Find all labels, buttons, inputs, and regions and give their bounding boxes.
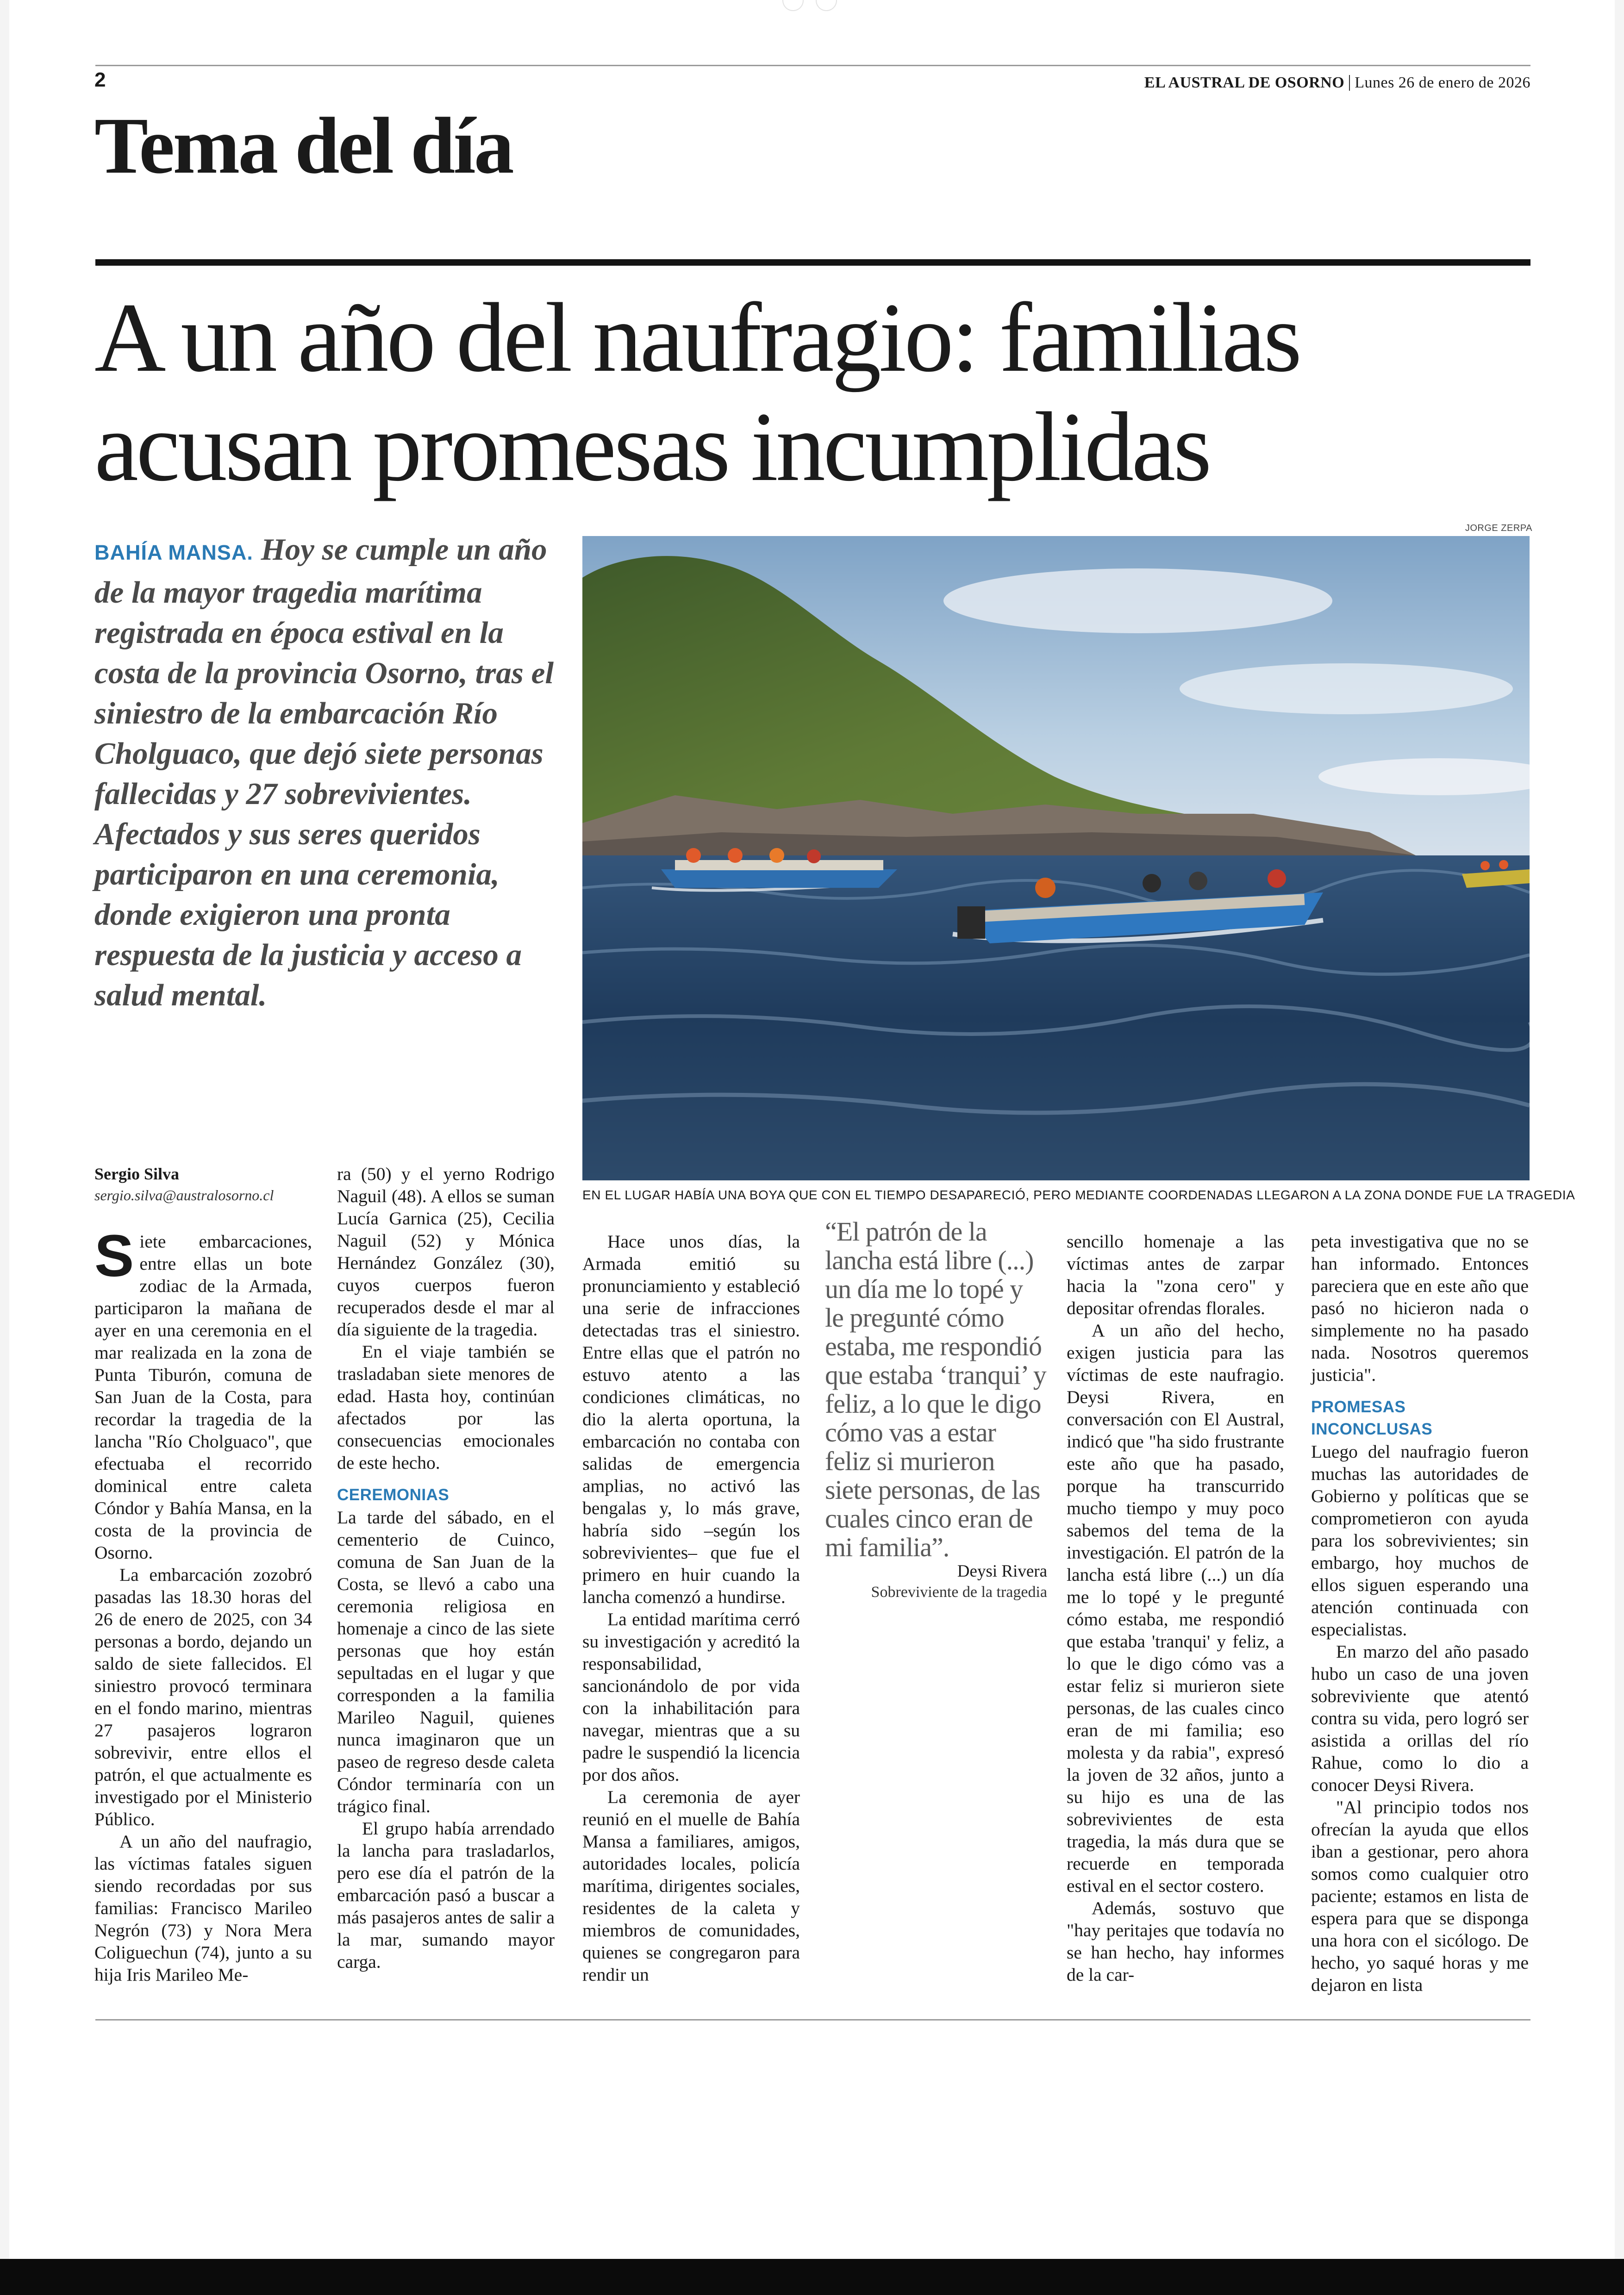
article-column-1	[94, 1163, 312, 1986]
article-paragraph: En marzo del año pasado hubo un caso de una joven sobreviviente que atentó contra su vida, pero logró ser asistida a orillas del río Rahue, como lo dio a conocer Deysi Rivera.	[1311, 1641, 1529, 1795]
author-name: Sergio Silva	[94, 1165, 180, 1183]
quote-author: Deysi Rivera	[957, 1562, 1047, 1581]
article-paragraph: La tarde del sábado, en el cementerio de Cuinco, comuna de San Juan de la Costa, se llevó a cabo una ceremonia religiosa en homenaje a cinco de las siete personas que hoy están sepultadas en el lugar y que corresponden a la familia Marileo Naguil, quienes nunca imaginaron que un paseo de regreso desde caleta Cóndor terminaría con un trágico final.	[337, 1507, 555, 1816]
article-photo	[582, 536, 1530, 1180]
pull-quote: “El patrón de la lancha está libre (...) un día me lo topé y le pregunté cómo estaba, me respondió que estaba ‘tranqui’ y feliz, a lo que le digo cómo vas a estar feliz si murieron siete personas, de las cuales cinco eran de mi familia”.	[825, 1216, 1046, 1562]
left-page-edge	[0, 0, 9, 2259]
lead-text: Hoy se cumple un año de la mayor tragedia marítima registrada en época estival en la costa de la provincia Osorno, tras el siniestro de la embarcación Río Cholguaco, que dejó siete personas fallecidas y 27 sobrevivientes. Afectados y sus seres queridos participaron en una ceremonia, donde exigieron una pronta respuesta de la justicia y acceso a salud mental.	[94, 532, 554, 1012]
paragraph-text: iete embarcaciones, entre ellas un bote zodiac de la Armada, participaron la mañana de ayer en una ceremonia en el mar realizada en la zona de Punta Tiburón, comuna de San Juan de la Costa, para recordar la tragedia de la lancha "Río Cholguaco", que efectuaba el recorrido dominical entre caleta Cóndor y Bahía Mansa, en la costa de la provincia de Osorno.	[94, 1231, 312, 1563]
subhead-ceremonias: CEREMONIAS	[337, 1486, 450, 1504]
newspaper-name: EL AUSTRAL DE OSORNO	[1144, 74, 1345, 91]
article-paragraph	[94, 1223, 312, 1564]
lead-dateline: BAHÍA MANSA.	[94, 541, 253, 564]
drop-cap: S	[94, 1223, 134, 1289]
masthead-separator	[1349, 75, 1350, 91]
masthead	[1144, 74, 1530, 92]
headline-line-1: A un año del naufragio: familias	[94, 283, 1300, 393]
subhead-promesas-inconclusas: PROMESAS INCONCLUSAS	[1311, 1398, 1433, 1438]
article-paragraph: En el viaje también se trasladaban siete menores de edad. Hasta hoy, continúan afectados por las consecuencias emocionales de este hecho.	[337, 1341, 555, 1473]
headline-line-2: acusan promesas incumplidas	[94, 392, 1210, 502]
article-column-2	[337, 1163, 555, 1973]
photo-caption: EN EL LUGAR HABÍA UNA BOYA QUE CON EL TIEMPO DESAPARECIÓ, PERO MEDIANTE COORDENADAS LLEGARON A LA ZONA DONDE FUE LA TRAGEDIA	[582, 1188, 1575, 1202]
section-title: Tema del día	[94, 101, 512, 190]
article-paragraph: Luego del naufragio fueron muchas las autoridades de Gobierno y políticas que se comprometieron con ayuda para los sobrevivientes; sin embargo, hoy muchos de ellos siguen esperando una atención continuada con especialistas.	[1311, 1441, 1529, 1640]
bottom-black-bar	[0, 2259, 1624, 2295]
article-paragraph: La ceremonia de ayer reunió en el muelle de Bahía Mansa a familiares, amigos, autoridades locales, policía marítima, dirigentes sociales, residentes de la caleta y miembros de comunidades, quienes se congregaron para rendir un	[582, 1787, 800, 1985]
article-paragraph: A un año del hecho, exigen justicia para las víctimas de este naufragio. Deysi Rivera, en conversación con El Austral, indicó que "ha sido frustrante este año que ha pasado, porque ha transcurrido mucho tiempo y muy poco sabemos del tema de la investigación. El patrón de la lancha está libre (...) un día me lo topé y le pregunté cómo estaba, me respondió que estaba 'tranqui' y feliz, a lo que le digo cómo vas a estar feliz si murieron siete personas, de las cuales cinco eran de mi familia; eso molesta y da rabia", expresó la joven de 32 años, junto a su hijo es una de las sobrevivientes de esta tragedia, la más dura que se recuerde en temporada estival en el sector costero.	[1067, 1320, 1284, 1896]
article-paragraph: Hace unos días, la Armada emitió su pronunciamiento y estableció una serie de infracciones detectadas tras el siniestro. Entre ellas que el patrón no estuvo atento a las condiciones climáticas, no dio la alerta oportuna, la embarcación no contaba con salidas de emergencia amplias, no activó las bengalas y, lo más grave, habría sido –según los sobrevivientes– que fue el primero en huir cuando la lancha comenzó a hundirse.	[582, 1231, 800, 1607]
article-column-5	[1067, 1230, 1284, 1986]
article-paragraph: La entidad marítima cerró su investigación y acreditó la responsabilidad, sancionándolo de por vida con la inhabilitación para navegar, mientras que a su padre le suspendió la licencia por dos años.	[582, 1609, 800, 1785]
article-paragraph: "Al principio todos nos ofrecían la ayuda que ellos iban a gestionar, pero ahora somos como cualquier otro paciente; estamos en lista de espera para que se disponga una hora con el sicólogo. De hecho, yo saqué horas y me dejaron en lista	[1311, 1797, 1529, 1995]
article-paragraph: El grupo había arrendado la lancha para trasladarlos, pero ese día el patrón de la embarcación pasó a buscar a más pasajeros antes de salir a la mar, sumando mayor carga.	[337, 1818, 555, 1972]
article-paragraph: peta investigativa que no se han informado. Entonces pareciera que en este año que pasó no hicieron nada o simplemente no ha pasado nada. Nosotros queremos justicia".	[1311, 1231, 1529, 1385]
indicator-dot-icon	[816, 0, 837, 11]
headline-rule	[95, 259, 1530, 266]
article-paragraph: sencillo homenaje a las víctimas antes de zarpar hacia la "zona cero" y depositar ofrendas florales.	[1067, 1231, 1284, 1318]
article-column-3	[582, 1230, 800, 1986]
article-paragraph: A un año del naufragio, las víctimas fatales siguen siendo recordadas por sus familias: Francisco Marileo Negrón (73) y Nora Mera Coliguechun (74), junto a su hija Iris Marileo Me-	[94, 1831, 312, 1985]
article-paragraph: ra (50) y el yerno Rodrigo Naguil (48). A ellos se suman Lucía Garnica (25), Cecilia Naguil (52) y Mónica Hernández González (30), cuyos cuerpos fueron recuperados desde el mar al día siguiente de la tragedia.	[337, 1164, 555, 1340]
bottom-rule	[95, 2019, 1530, 2021]
top-rule	[95, 65, 1530, 66]
page-number: 2	[94, 69, 106, 91]
page-indicator-dots-icon	[782, 0, 837, 11]
right-page-edge	[1615, 0, 1624, 2259]
quote-role: Sobreviviente de la tragedia	[871, 1584, 1047, 1601]
issue-date: Lunes 26 de enero de 2026	[1355, 74, 1530, 91]
article-paragraph: La embarcación zozobró pasadas las 18.30 horas del 26 de enero de 2025, con 34 personas a bordo, dejando un saldo de siete fallecidos. El siniestro provocó terminara en el fondo marino, mientras 27 pasajeros lograron sobrevivir, entre ellos el patrón, el que actualmente es investigado por el Ministerio Público.	[94, 1565, 312, 1829]
article-lead	[94, 530, 571, 1016]
article-paragraph: Además, sostuvo que "hay peritajes que todavía no se han hecho, hay informes de la car-	[1067, 1898, 1284, 1985]
author-email: sergio.silva@australosorno.cl	[94, 1187, 274, 1204]
indicator-dot-icon	[782, 0, 804, 11]
article-column-6	[1311, 1230, 1529, 1996]
article-headline	[94, 283, 1534, 502]
photo-credit: JORGE ZERPA	[1465, 523, 1532, 533]
